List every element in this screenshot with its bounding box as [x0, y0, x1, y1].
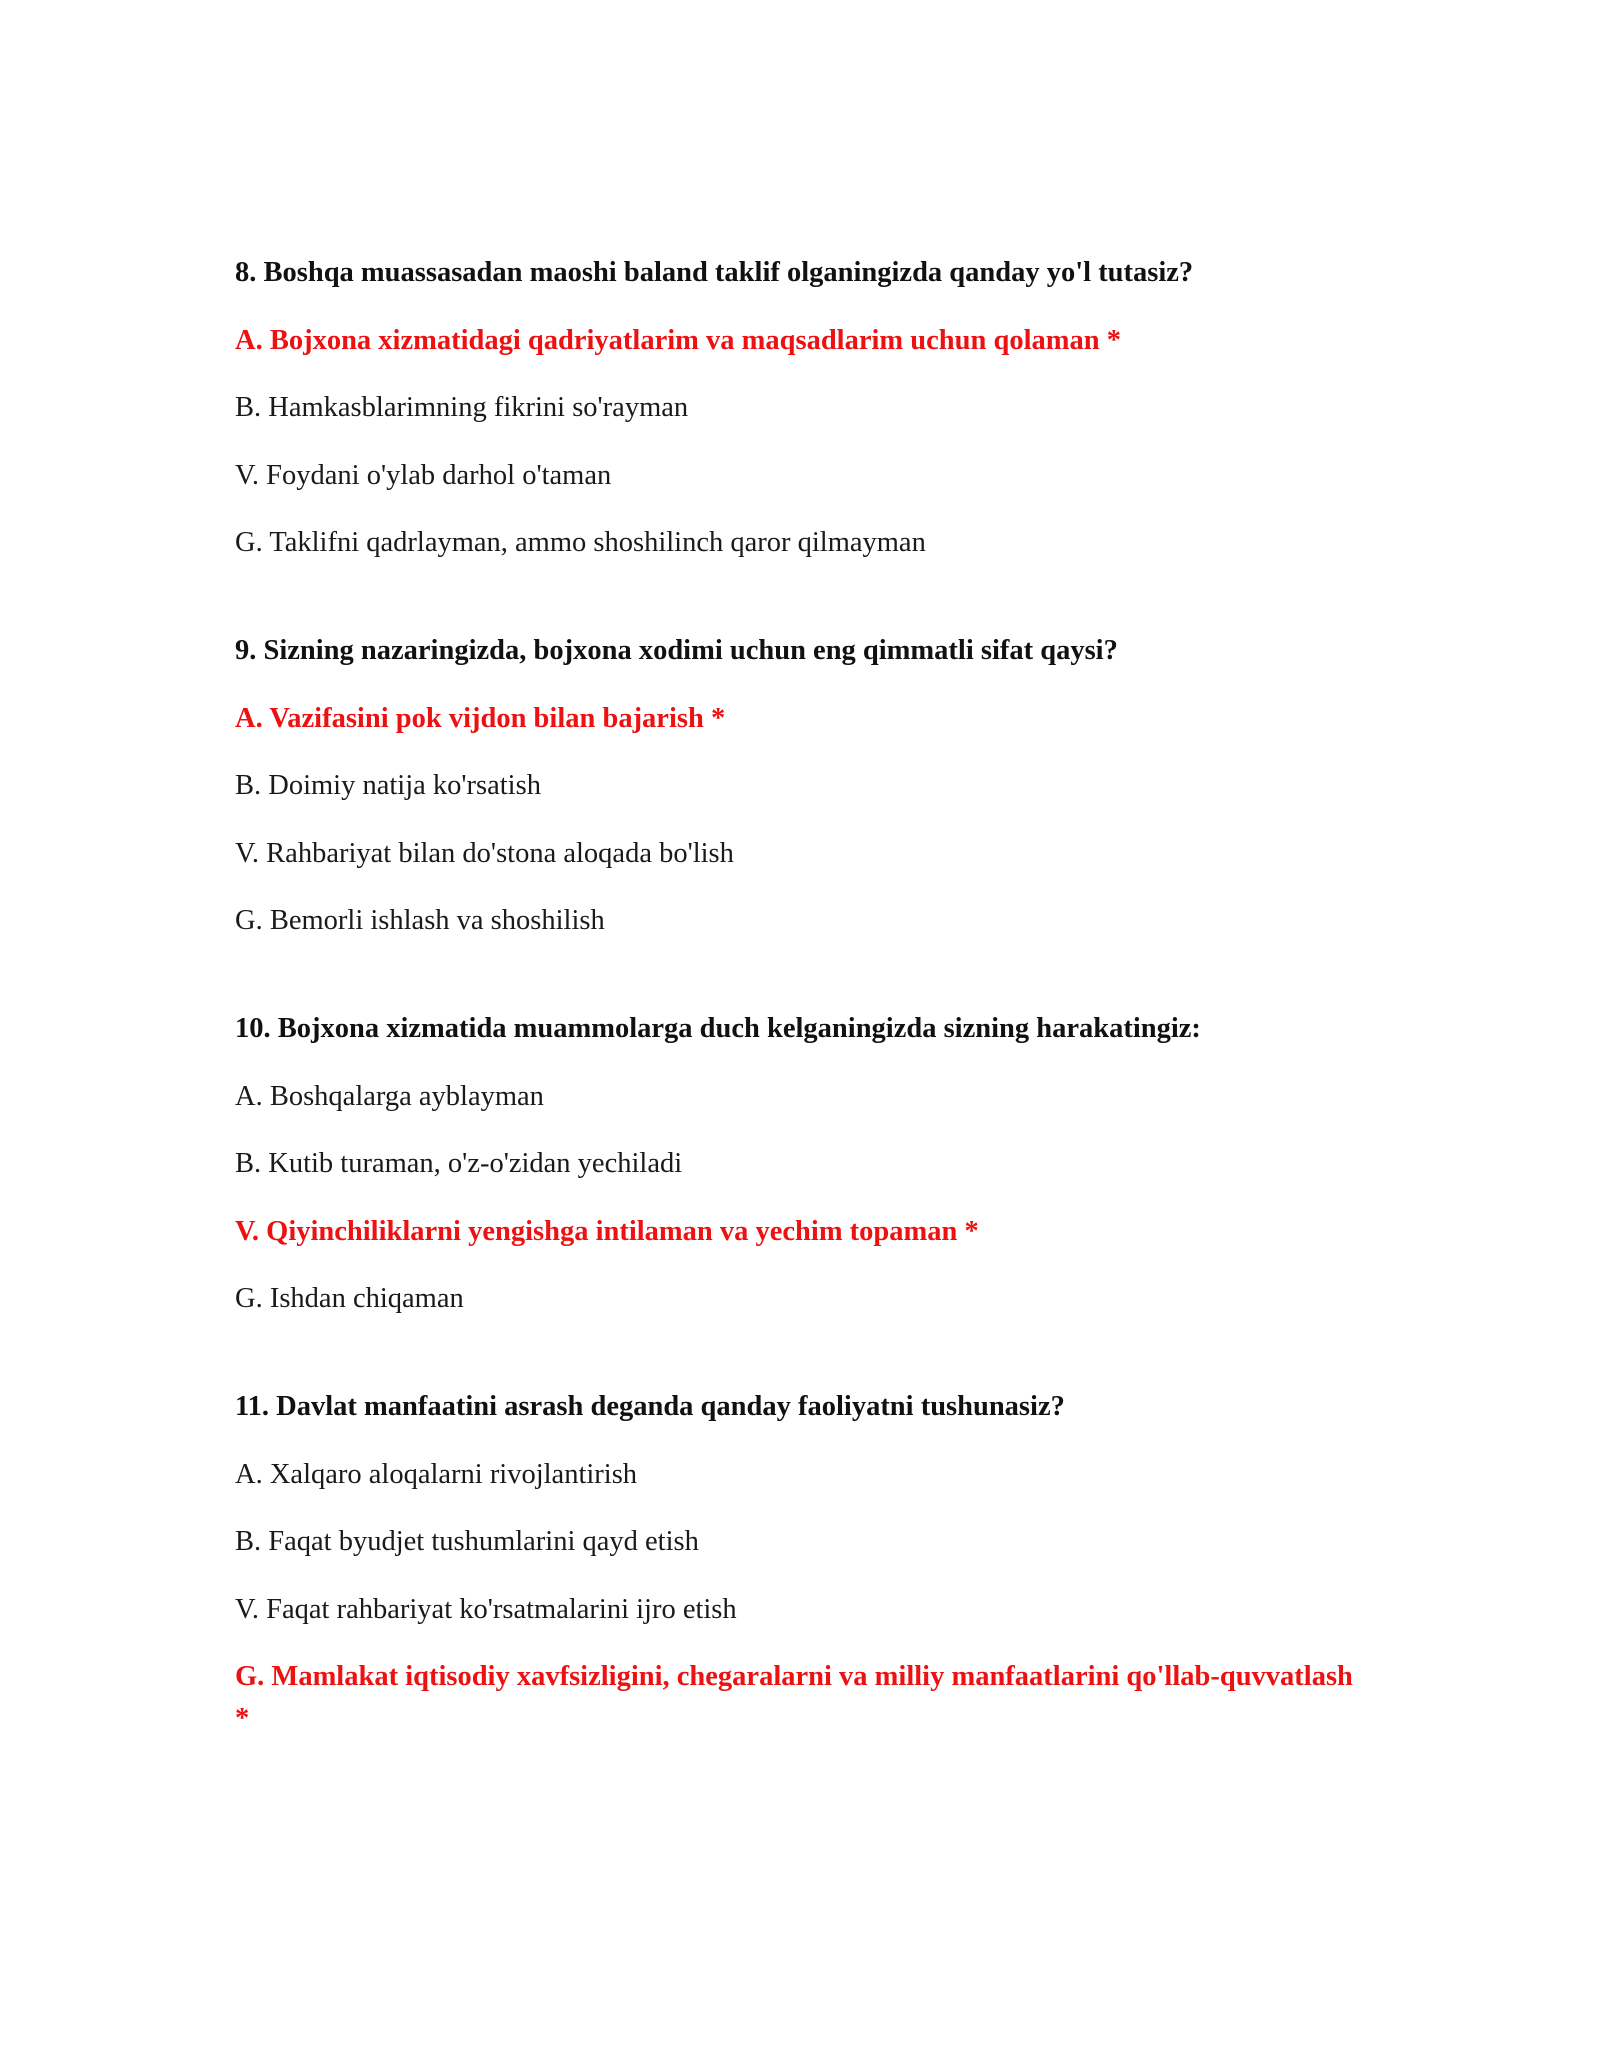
answer-option: B. Faqat byudjet tushumlarini qayd etish — [235, 1526, 699, 1557]
answer-option-correct: A. Vazifasini pok vijdon bilan bajarish * — [235, 702, 726, 734]
answer-option: B. Hamkasblarimning fikrini so'rayman — [235, 392, 689, 423]
answer-option-correct: V. Qiyinchiliklarni yengishga intilaman va yechim topaman * — [235, 1215, 979, 1247]
question-text: 8. Boshqa muassasadan maoshi baland taklif olganingizda qanday yo'l tutasiz? — [235, 257, 1194, 288]
answer-option: A. Boshqalarga ayblayman — [235, 1080, 544, 1112]
answer-option-correct: G. Mamlakat iqtisodiy xavfsizligini, chegaralarni va milliy manfaatlarini qo'llab-quvvatlash * — [235, 1661, 1353, 1734]
question-text: 10. Bojxona xizmatida muammolarga duch kelganingizda sizning harakatingiz: — [235, 1013, 1201, 1044]
answer-option: G. Bemorli ishlash va shoshilish — [235, 905, 605, 936]
answer-option: G. Ishdan chiqaman — [235, 1283, 464, 1314]
answer-option: G. Taklifni qadrlayman, ammo shoshilinch qaror qilmayman — [235, 527, 926, 558]
document-page — [235, 252, 1365, 1740]
answer-option: B. Doimiy natija ko'rsatish — [235, 770, 541, 801]
question-block-10 — [235, 1008, 1365, 1320]
question-block-8 — [235, 252, 1365, 564]
answer-option: B. Kutib turaman, o'z-o'zidan yechiladi — [235, 1148, 683, 1179]
question-text: 11. Davlat manfaatini asrash deganda qanday faoliyatni tushunasiz? — [235, 1391, 1065, 1422]
answer-option: V. Faqat rahbariyat ko'rsatmalarini ijro etish — [235, 1593, 737, 1625]
answer-option-correct: A. Bojxona xizmatidagi qadriyatlarim va maqsadlarim uchun qolaman * — [235, 324, 1121, 356]
answer-option: V. Foydani o'ylab darhol o'taman — [235, 459, 612, 491]
question-block-11 — [235, 1386, 1365, 1740]
answer-option: V. Rahbariyat bilan do'stona aloqada bo'lish — [235, 837, 734, 869]
question-text: 9. Sizning nazaringizda, bojxona xodimi uchun eng qimmatli sifat qaysi? — [235, 635, 1118, 666]
question-block-9 — [235, 630, 1365, 942]
answer-option: A. Xalqaro aloqalarni rivojlantirish — [235, 1458, 638, 1490]
